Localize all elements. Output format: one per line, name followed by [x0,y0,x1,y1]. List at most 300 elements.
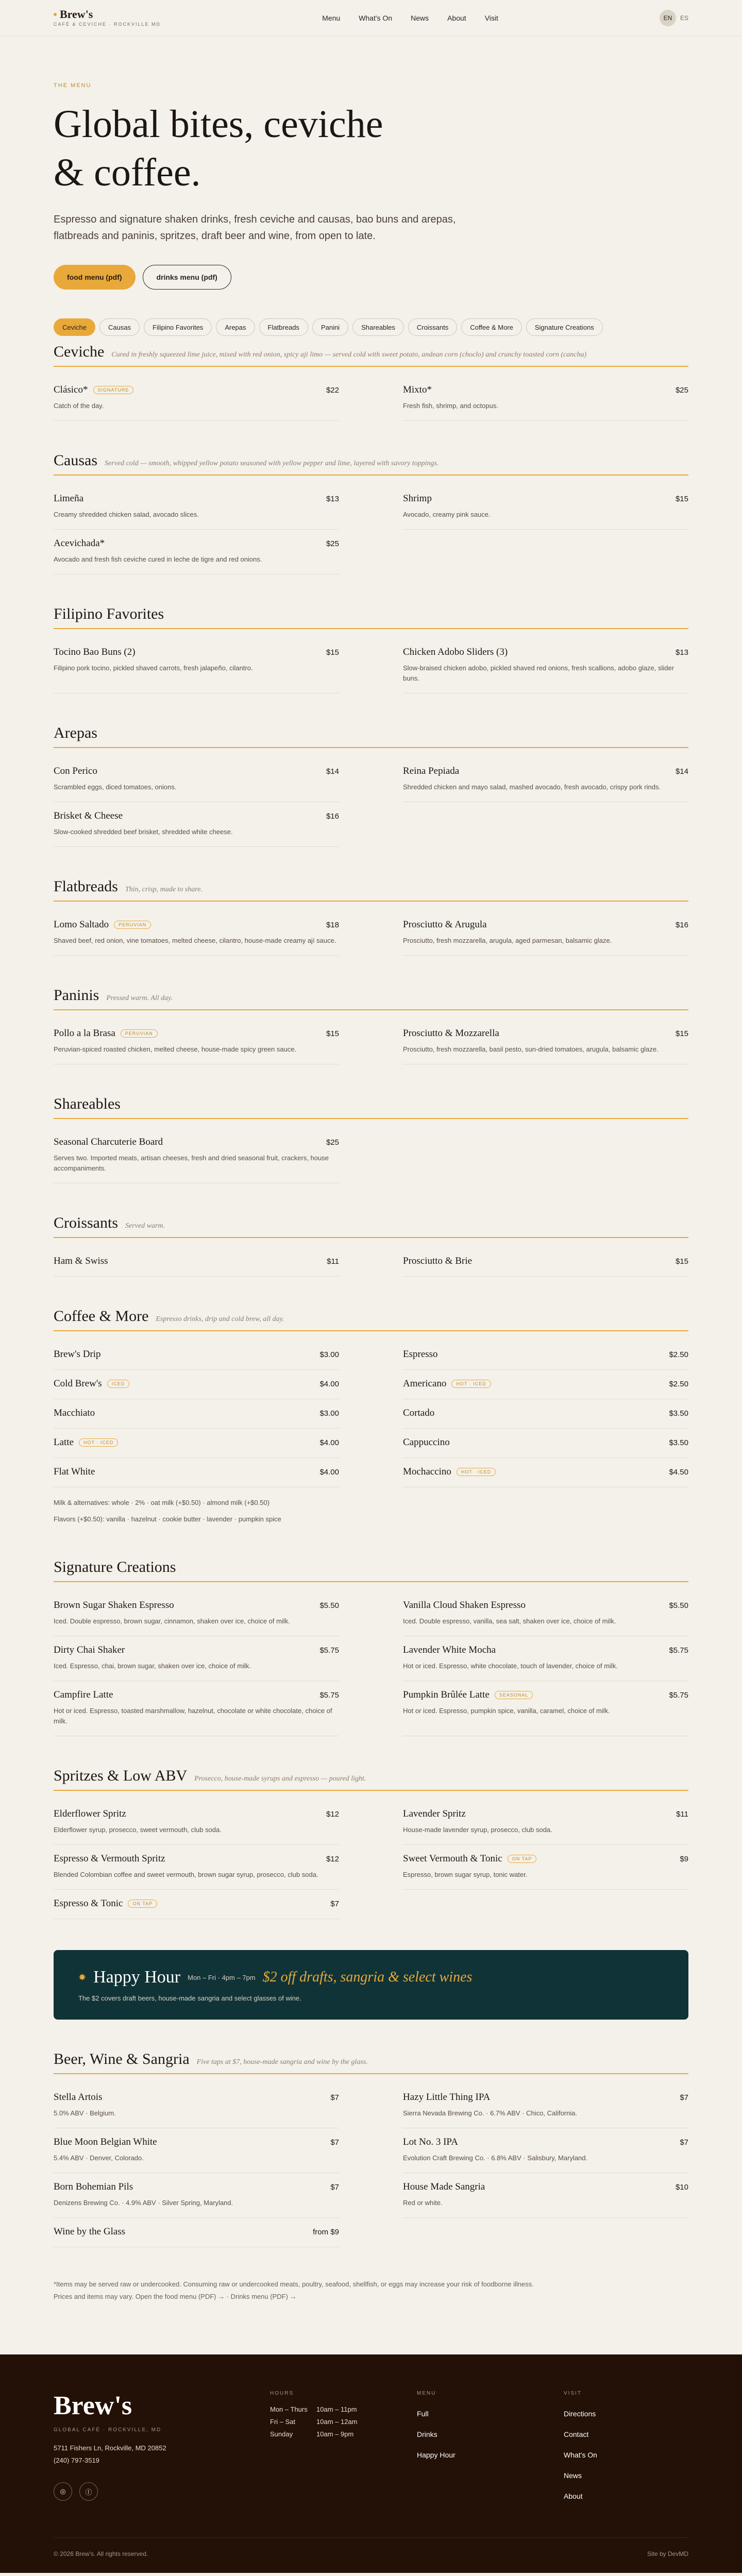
item-name: Prosciutto & Mozzarella [403,1028,499,1039]
section-title: Signature Creations [54,1558,176,1575]
section-header [54,724,688,748]
menu-item [403,1247,688,1277]
menu-item [403,485,688,530]
eyebrow: THE MENU [54,82,92,89]
item-badge: ON TAP [508,1855,537,1863]
item-name: Mixto* [403,384,432,395]
item-price: $7 [330,2182,339,2192]
section-note: Espresso drinks, drip and cold brew, all day. [156,1315,284,1323]
menu-item [54,2218,339,2247]
menu-item [54,1591,339,1636]
item-price: $4.00 [319,1467,339,1477]
tab-signature[interactable]: Signature Creations [526,318,603,336]
menu-item [403,1681,688,1736]
item-price: $5.75 [669,1690,688,1700]
item-description: Serves two. Imported meats, artisan cheeses, fresh and dried seasonal fruit, crackers, house accompaniments. [54,1154,329,1172]
hours-row: Sunday 10am – 9pm [270,2430,354,2438]
item-description: 5.0% ABV · Belgium. [54,2109,116,2117]
section-note: Served warm. [125,1222,165,1230]
item-name: Con Perico [54,766,97,776]
item-price: $10 [675,2182,688,2192]
item-price: $15 [675,494,688,503]
item-badge: PERUVIAN [121,1029,158,1038]
item-badge: HOT · ICED [457,1468,496,1476]
menu-item [403,1399,688,1429]
menu-item [54,1845,339,1890]
item-grid [54,1247,688,1277]
item-description: Fresh fish, shrimp, and octopus. [403,402,498,410]
menu-item [403,1845,688,1890]
section-arepas [0,724,742,847]
item-price: $11 [327,1257,339,1266]
item-price: $7 [680,2138,688,2147]
item-name: Americano [403,1378,447,1389]
item-badge: ICED [107,1380,130,1388]
menu-item [54,757,339,802]
item-description: Avocado and fresh fish ceviche cured in leche de tigre and red onions. [54,555,262,563]
item-price: $5.75 [319,1690,339,1700]
section-header [54,878,688,902]
item-name: Macchiato [54,1408,95,1418]
item-price: from $9 [313,2227,339,2236]
item-grid [54,485,688,574]
menu-item [54,1370,339,1399]
item-price: $13 [675,648,688,657]
footer-link-about[interactable]: About [564,2492,583,2500]
section-coffee [0,1308,742,1528]
section-flatbreads [0,878,742,956]
item-price: $7 [330,1899,339,1908]
item-grid [54,757,688,847]
section-note: Cured in freshly squeezed lime juice, mixed with red onion, spicy aji limo — served cold with sweet potato, andean corn (choclo) and crunchy toasted corn (cancha) [111,351,587,359]
item-name: Brew's Drip [54,1349,101,1360]
footer-link-drinks[interactable]: Drinks [417,2430,437,2438]
item-price: $7 [330,2138,339,2147]
hero-intro: Espresso and signature shaken drinks, fresh ceviche and causas, bao buns and arepas, flatbreads and paninis, spritzes, draft beer and wine, from open to late. [54,214,456,242]
language-switcher [660,10,688,26]
menu-item [54,638,339,693]
item-name: Seasonal Charcuterie Board [54,1137,163,1147]
footer-phone[interactable]: (240) 797-3519 [54,2456,99,2464]
item-price: $11 [676,1809,688,1819]
item-description: Scrambled eggs, diced tomatoes, onions. [54,783,177,791]
section-header [54,1767,688,1791]
item-price: $22 [326,385,339,395]
section-header [54,343,688,367]
item-price: $7 [680,2093,688,2102]
item-name: Lomo Saltado [54,919,109,930]
menu-item [403,1800,688,1845]
item-grid [54,1128,688,1183]
footer-link-directions[interactable]: Directions [564,2410,596,2418]
hours-heading: HOURS [270,2391,294,2396]
item-grid [54,1020,688,1064]
item-description: Iced. Double espresso, vanilla, sea salt, shaken over ice, choice of milk. [403,1617,616,1625]
item-name: Prosciutto & Arugula [403,919,487,930]
menu-item [403,2083,688,2128]
item-name: Elderflower Spritz [54,1808,126,1819]
item-price: $12 [326,1809,339,1819]
section-note: Pressed warm. All day. [106,994,173,1002]
section-title: Croissants [54,1214,119,1231]
menu-item [403,1341,688,1370]
section-note: Served cold — smooth, whipped yellow potato seasoned with yellow pepper and lime, layered with savory toppings. [105,460,439,467]
item-price: $9 [680,1854,688,1863]
menu-item [403,757,688,802]
item-price: $13 [326,494,339,503]
item-description: Peruvian-spiced roasted chicken, melted cheese, house-made spicy green sauce. [54,1045,297,1053]
item-price: $3.00 [319,1350,339,1359]
item-price: $15 [326,648,339,657]
menu-item [403,2173,688,2218]
item-price: $2.50 [669,1350,688,1359]
menu-sections [0,343,742,1919]
section-ceviche [0,343,742,421]
item-description: Catch of the day. [54,402,104,410]
coffee-extras [54,1495,688,1528]
menu-item [54,1020,339,1064]
footer-address[interactable]: 5711 Fishers Ln, Rockville, MD 20852 [54,2444,166,2452]
nav-menu[interactable]: Menu [322,13,341,22]
menu-item [54,376,339,421]
footer-link-happy-hour[interactable]: Happy Hour [417,2451,456,2459]
item-price: $2.50 [669,1379,688,1388]
section-title: Spritzes & Low ABV [54,1767,188,1784]
item-description: Sierra Nevada Brewing Co. · 6.7% ABV · Chico, California. [403,2109,578,2117]
facebook-icon[interactable]: ⓕ [79,2482,98,2501]
category-tabs [0,318,742,336]
logo[interactable] [54,9,161,27]
item-name: Sweet Vermouth & Tonic [403,1853,502,1864]
item-name: Dirty Chai Shaker [54,1645,125,1655]
menu-item [54,1636,339,1681]
item-description: Slow-cooked shredded beef brisket, shredded white cheese. [54,828,233,836]
menu-item [403,1429,688,1458]
nav-news[interactable]: News [411,13,429,22]
item-badge: HOT · ICED [451,1380,491,1388]
item-price: $3.50 [669,1409,688,1418]
item-price: $15 [326,1029,339,1038]
item-grid [54,1341,688,1487]
milk-options: Milk & alternatives: whole · 2% · oat milk (+$0.50) · almond milk (+$0.50) [54,1499,270,1506]
item-grid [54,1591,688,1736]
section-title: Arepas [54,724,97,741]
menu-item [54,1800,339,1845]
menu-item [403,1458,688,1487]
item-price: $3.00 [319,1409,339,1418]
item-price: $15 [675,1257,688,1266]
item-name: Brown Sugar Shaken Espresso [54,1600,174,1611]
item-grid [54,638,688,693]
item-name: Ham & Swiss [54,1256,108,1266]
section-header [54,1558,688,1582]
item-price: $14 [326,767,339,776]
menu-footnote [0,2278,742,2303]
item-name: Clásico* [54,384,88,395]
section-note: Thin, crisp, made to share. [125,886,203,893]
item-price: $16 [326,811,339,821]
section-causas [0,452,742,574]
item-name: Shrimp [403,493,432,504]
tab-flatbreads[interactable]: Flatbreads [259,318,308,336]
footer-link-full[interactable]: Full [417,2410,429,2418]
site-header [0,0,742,36]
nav-about[interactable]: About [447,13,466,22]
item-description: Evolution Craft Brewing Co. · 6.8% ABV · Salisbury, Maryland. [403,2154,588,2162]
item-name: Limeña [54,493,84,504]
item-badge: SIGNATURE [93,386,134,394]
item-name: Wine by the Glass [54,2226,126,2237]
item-price: $5.50 [669,1601,688,1610]
drinks-menu-pdf-button[interactable]: drinks menu (pdf) [143,265,231,290]
section-title: Coffee & More [54,1308,149,1325]
item-name: Latte [54,1437,74,1448]
menu-item [403,638,688,693]
item-name: Lavender White Mocha [403,1645,496,1655]
section-filipino [0,605,742,693]
item-name: Reina Pepiada [403,766,460,776]
item-name: Blue Moon Belgian White [54,2137,157,2147]
item-price: $3.50 [669,1438,688,1447]
visit-heading: VISIT [564,2391,582,2396]
copyright: © 2026 Brew's. All rights reserved. [54,2550,148,2557]
item-name: Cold Brew's [54,1378,102,1389]
item-name: House Made Sangria [403,2181,485,2192]
section-header [54,605,688,629]
tab-ceviche[interactable]: Ceviche [54,318,95,336]
item-name: Hazy Little Thing IPA [403,2092,491,2103]
item-description: Hot or iced. Espresso, toasted marshmallow, hazelnut, chocolate or white chocolate, choice of milk. [54,1707,332,1725]
hours-row: Mon – Thurs 10am – 11pm [270,2405,357,2413]
item-description: Blended Colombian coffee and sweet vermouth, brown sugar syrup, prosecco, club soda. [54,1871,318,1878]
section-title: Beer, Wine & Sangria [54,2050,190,2067]
menu-item [54,2083,339,2128]
page-title: Global bites, ceviche & coffee. [54,103,383,194]
menu-item [54,1247,339,1277]
section-header [54,987,688,1010]
item-description: Creamy shredded chicken salad, avocado slices. [54,511,199,518]
item-name: Born Bohemian Pils [54,2181,133,2192]
section-header [54,452,688,476]
item-name: Espresso & Vermouth Spritz [54,1853,165,1864]
menu-item [54,485,339,530]
menu-item [54,1890,339,1919]
item-description: Shredded chicken and mayo salad, mashed avocado, fresh avocado, crispy pork rinds. [403,783,661,791]
item-price: $5.75 [669,1646,688,1655]
item-price: $25 [326,539,339,548]
item-name: Pumpkin Brûlée Latte [403,1689,490,1700]
item-grid [54,2083,688,2247]
item-price: $12 [326,1854,339,1863]
lang-es-button[interactable]: ES [680,14,688,22]
item-name: Acevichada* [54,538,105,549]
item-name: Chicken Adobo Sliders (3) [403,647,508,657]
menu-item [403,376,688,421]
item-badge: HOT · ICED [79,1438,118,1447]
item-badge: SEASONAL [495,1691,533,1699]
section-title: Shareables [54,1095,121,1112]
hours-row: Fri – Sat 10am – 12am [270,2418,358,2426]
logo-dot-icon [54,13,57,16]
site-credit[interactable]: Site by DevMD [647,2550,688,2557]
item-description: Red or white. [403,2199,443,2207]
item-description: Iced. Espresso, chai, brown sugar, shaken over ice, choice of milk. [54,1662,251,1670]
section-title: Paninis [54,987,99,1004]
menu-item [403,1020,688,1064]
item-price: $5.75 [319,1646,339,1655]
item-name: Brisket & Cheese [54,810,123,821]
happy-hour-sub: The $2 covers draft beers, house-made sangria and select glasses of wine. [78,1994,301,2002]
nav-visit[interactable]: Visit [484,13,498,22]
item-description: 5.4% ABV · Denver, Colorado. [54,2154,144,2162]
item-price: $7 [330,2093,339,2102]
item-price: $5.50 [319,1601,339,1610]
item-name: Pollo a la Brasa [54,1028,115,1039]
item-price: $4.00 [319,1438,339,1447]
menu-item [403,911,688,956]
happy-hour-title: Happy Hour [93,1968,181,1987]
site-footer [0,2354,742,2573]
menu-sections-drinks [0,2050,742,2247]
item-badge: PERUVIAN [114,921,151,929]
item-name: Stella Artois [54,2092,103,2103]
item-description: Avocado, creamy pink sauce. [403,511,491,518]
footnote-line-1: *Items may be served raw or undercooked. Consuming raw or undercooked meats, poultry, seafood, shellfish, or eggs may increase your risk of foodborne illness. [54,2280,534,2288]
footer-link-news[interactable]: News [564,2471,582,2480]
hero [0,36,742,318]
item-grid [54,911,688,956]
item-description: Espresso, brown sugar syrup, tonic water. [403,1871,528,1878]
lang-en-button[interactable]: EN [660,10,676,26]
menu-item [54,911,339,956]
menu-item [54,802,339,847]
tab-filipino[interactable]: Filipino Favorites [144,318,212,336]
menu-item [403,1591,688,1636]
menu-item [54,530,339,574]
item-badge: ON TAP [128,1900,157,1908]
item-name: Mochaccino [403,1466,451,1477]
section-signature [0,1558,742,1736]
section-croissants [0,1214,742,1277]
food-menu-pdf-button[interactable]: food menu (pdf) [54,265,136,290]
item-description: Hot or iced. Espresso, white chocolate, touch of lavender, choice of milk. [403,1662,618,1670]
item-description: Prosciutto, fresh mozzarella, basil pesto, sun-dried tomatoes, arugula, balsamic glaze. [403,1045,659,1053]
section-shareables [0,1095,742,1183]
tab-croissants[interactable]: Croissants [408,318,457,336]
logo-text: Brew's [60,8,93,21]
section-note: Prosecco, house-made syrups and espresso — poured light. [194,1775,366,1783]
item-description: Elderflower syrup, prosecco, sweet vermouth, club soda. [54,1826,222,1834]
section-header [54,1308,688,1331]
footer-link-contact[interactable]: Contact [564,2430,589,2438]
footer-subtitle: GLOBAL CAFÉ · ROCKVILLE, MD [54,2427,162,2433]
instagram-icon[interactable]: ◎ [54,2482,72,2501]
item-description: Hot or iced. Espresso, pumpkin spice, vanilla, caramel, choice of milk. [403,1707,610,1715]
item-name: Prosciutto & Brie [403,1256,473,1266]
section-title: Filipino Favorites [54,605,164,622]
item-price: $18 [326,920,339,929]
item-name: Flat White [54,1466,95,1477]
item-price: $4.00 [319,1379,339,1388]
item-name: Espresso & Tonic [54,1898,123,1909]
menu-item [54,1458,339,1487]
section-spritzes [0,1767,742,1919]
item-name: Cortado [403,1408,435,1418]
menu-item [403,2128,688,2173]
happy-hour-promo: $2 off drafts, sangria & select wines [262,1969,473,1985]
footer-logo[interactable]: Brew's [54,2391,132,2420]
item-price: $16 [675,920,688,929]
item-description: House-made lavender syrup, prosecco, club soda. [403,1826,552,1834]
menu-item [54,1341,339,1370]
section-beer [0,2050,742,2247]
section-paninis [0,987,742,1064]
item-price: $4.50 [669,1467,688,1477]
menu-item [54,1128,339,1183]
logo-subtitle: CAFÉ & CEVICHE · ROCKVILLE MD [54,22,161,27]
menu-item [54,2173,339,2218]
menu-item [54,1681,339,1736]
nav-whats-on[interactable]: What's On [359,13,393,22]
section-title: Causas [54,452,97,469]
section-header [54,1214,688,1238]
menu-item [403,1636,688,1681]
item-name: Tocino Bao Buns (2) [54,647,136,657]
item-description: Denizens Brewing Co. · 4.9% ABV · Silver Spring, Maryland. [54,2199,233,2207]
item-name: Vanilla Cloud Shaken Espresso [403,1600,526,1611]
section-title: Flatbreads [54,878,118,895]
tab-coffee[interactable]: Coffee & More [461,318,522,336]
tab-shareables[interactable]: Shareables [352,318,404,336]
item-name: Lot No. 3 IPA [403,2137,458,2147]
item-description: Iced. Double espresso, brown sugar, cinnamon, shaken over ice, choice of milk. [54,1617,290,1625]
item-description: Shaved beef, red onion, vine tomatoes, melted cheese, cilantro, house-made creamy ají sauce. [54,937,336,944]
menu-item [54,1429,339,1458]
section-note: Five taps at $7, house-made sangria and wine by the glass. [196,2058,368,2066]
star-icon: ✸ [78,1972,87,1982]
item-price: $25 [675,385,688,395]
footer-link-whats-on[interactable]: What's On [564,2451,597,2459]
section-header [54,2050,688,2074]
menu-heading: MENU [417,2391,436,2396]
item-description: Filipino pork tocino, pickled shaved carrots, fresh jalapeño, cilantro. [54,664,253,672]
item-name: Campfire Latte [54,1689,113,1700]
item-description: Slow-braised chicken adobo, pickled shaved red onions, fresh scallions, adobo glaze, slider buns. [403,664,674,682]
menu-item [403,1370,688,1399]
item-name: Espresso [403,1349,438,1360]
item-name: Cappuccino [403,1437,450,1448]
section-title: Ceviche [54,343,105,360]
tab-panini[interactable]: Panini [312,318,348,336]
tab-arepas[interactable]: Arepas [216,318,255,336]
menu-item [54,2128,339,2173]
item-price: $15 [675,1029,688,1038]
item-name: Lavender Spritz [403,1808,466,1819]
section-header [54,1095,688,1119]
footnote-line-2[interactable]: Prices and items may vary. Open the food menu (PDF) → · Drinks menu (PDF) → [54,2293,297,2300]
happy-hour-banner [54,1950,688,2020]
item-price: $14 [675,767,688,776]
menu-item [54,1399,339,1429]
flavor-options: Flavors (+$0.50): vanilla · hazelnut · cookie butter · lavender · pumpkin spice [54,1515,281,1523]
item-grid [54,376,688,421]
tab-causas[interactable]: Causas [99,318,140,336]
item-price: $25 [326,1138,339,1147]
main-nav [322,14,498,22]
item-grid [54,1800,688,1919]
item-description: Prosciutto, fresh mozzarella, arugula, aged parmesan, balsamic glaze. [403,937,612,944]
happy-hour-hours: Mon – Fri · 4pm – 7pm [188,1973,256,1981]
